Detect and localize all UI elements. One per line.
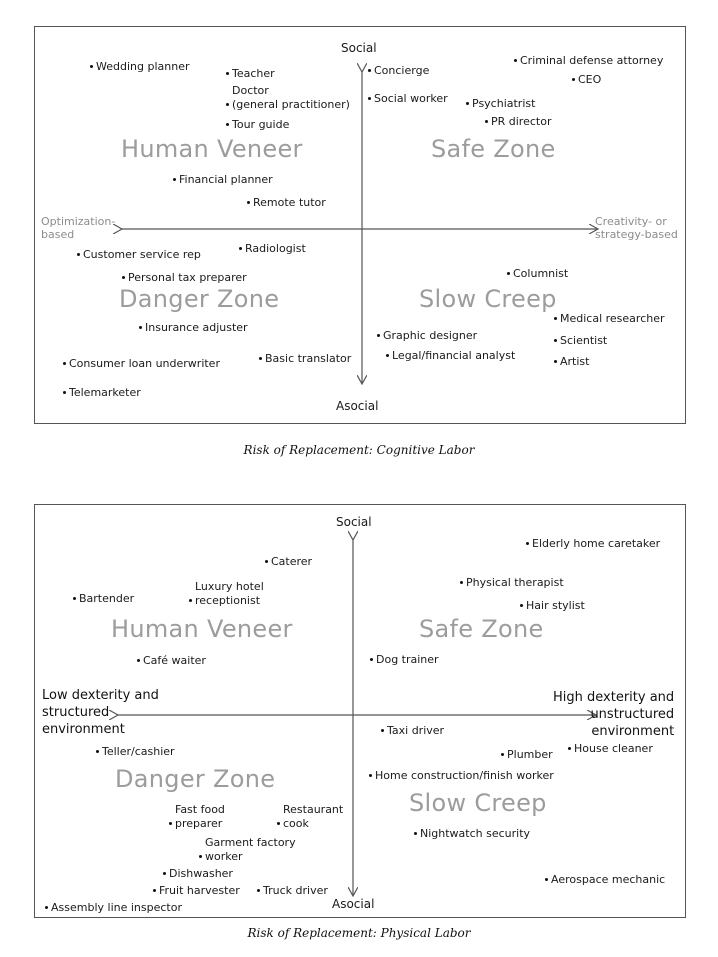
cognitive-axis-right-label: Creativity- or strategy-based bbox=[595, 215, 678, 241]
bullet-dot bbox=[572, 78, 575, 81]
bullet-dot bbox=[526, 542, 529, 545]
cognitive-item: Customer service rep bbox=[77, 248, 201, 262]
physical-item: Nightwatch security bbox=[414, 827, 530, 841]
bullet-dot bbox=[265, 560, 268, 563]
cognitive-item: Social worker bbox=[368, 92, 448, 106]
cognitive-item: Scientist bbox=[554, 334, 607, 348]
cognitive-item: Graphic designer bbox=[377, 329, 477, 343]
cognitive-item: Columnist bbox=[507, 267, 568, 281]
physical-item: Taxi driver bbox=[381, 724, 444, 738]
cognitive-item: Tour guide bbox=[226, 118, 289, 132]
cognitive-item: Medical researcher bbox=[554, 312, 665, 326]
physical-caption: Risk of Replacement: Physical Labor bbox=[247, 926, 471, 940]
physical-zone-slow-creep: Slow Creep bbox=[409, 789, 547, 817]
bullet-dot bbox=[169, 822, 172, 825]
physical-item: Elderly home caretaker bbox=[526, 537, 660, 551]
cognitive-item: Remote tutor bbox=[247, 196, 326, 210]
physical-item: Teller/cashier bbox=[96, 745, 175, 759]
bullet-dot bbox=[63, 362, 66, 365]
physical-item: Garment factory worker bbox=[199, 836, 296, 864]
physical-item: Plumber bbox=[501, 748, 553, 762]
bullet-dot bbox=[369, 774, 372, 777]
bullet-dot bbox=[545, 878, 548, 881]
bullet-dot bbox=[247, 201, 250, 204]
bullet-dot bbox=[163, 872, 166, 875]
physical-item: Physical therapist bbox=[460, 576, 564, 590]
physical-item: Aerospace mechanic bbox=[545, 873, 665, 887]
bullet-dot bbox=[226, 72, 229, 75]
physical-zone-human-veneer: Human Veneer bbox=[111, 615, 293, 643]
bullet-dot bbox=[96, 750, 99, 753]
bullet-dot bbox=[514, 59, 517, 62]
cognitive-item: Radiologist bbox=[239, 242, 306, 256]
bullet-dot bbox=[370, 658, 373, 661]
cognitive-item: Telemarketer bbox=[63, 386, 141, 400]
physical-zone-danger-zone: Danger Zone bbox=[115, 765, 276, 793]
cognitive-labor-panel bbox=[34, 26, 686, 424]
bullet-dot bbox=[239, 247, 242, 250]
physical-item: Caterer bbox=[265, 555, 312, 569]
physical-item: Hair stylist bbox=[520, 599, 585, 613]
cognitive-item: Legal/financial analyst bbox=[386, 349, 515, 363]
bullet-dot bbox=[153, 889, 156, 892]
physical-item: Dog trainer bbox=[370, 653, 439, 667]
physical-item: Bartender bbox=[73, 592, 134, 606]
physical-item: Dishwasher bbox=[163, 867, 233, 881]
physical-item: Assembly line inspector bbox=[45, 901, 182, 915]
cognitive-item: Psychiatrist bbox=[466, 97, 535, 111]
physical-item: House cleaner bbox=[568, 742, 653, 756]
cognitive-caption: Risk of Replacement: Cognitive Labor bbox=[243, 443, 475, 457]
cognitive-zone-danger-zone: Danger Zone bbox=[119, 285, 280, 313]
cognitive-item: Doctor (general practitioner) bbox=[226, 84, 350, 112]
cognitive-axis-left-label: Optimization- based bbox=[41, 215, 116, 241]
bullet-dot bbox=[381, 729, 384, 732]
bullet-dot bbox=[377, 334, 380, 337]
bullet-dot bbox=[520, 604, 523, 607]
bullet-dot bbox=[45, 906, 48, 909]
cognitive-item: Financial planner bbox=[173, 173, 273, 187]
physical-axis-right-label: High dexterity and unstructured environment bbox=[553, 690, 675, 739]
bullet-dot bbox=[189, 599, 192, 602]
cognitive-item: Wedding planner bbox=[90, 60, 189, 74]
physical-axis-bottom-label: Asocial bbox=[332, 897, 375, 911]
physical-labor-panel bbox=[34, 504, 686, 918]
physical-item: Fast food preparer bbox=[169, 803, 225, 831]
bullet-dot bbox=[257, 889, 260, 892]
cognitive-zone-human-veneer: Human Veneer bbox=[121, 135, 303, 163]
physical-item: Café waiter bbox=[137, 654, 206, 668]
bullet-dot bbox=[466, 102, 469, 105]
cognitive-item: PR director bbox=[485, 115, 551, 129]
cognitive-axis-top-label: Social bbox=[341, 41, 377, 55]
physical-item: Fruit harvester bbox=[153, 884, 240, 898]
cognitive-item: Criminal defense attorney bbox=[514, 54, 663, 68]
bullet-dot bbox=[485, 120, 488, 123]
bullet-dot bbox=[460, 581, 463, 584]
physical-axis-top-label: Social bbox=[336, 515, 372, 529]
bullet-dot bbox=[139, 326, 142, 329]
bullet-dot bbox=[568, 747, 571, 750]
cognitive-item: Teacher bbox=[226, 67, 275, 81]
bullet-dot bbox=[368, 69, 371, 72]
bullet-dot bbox=[122, 276, 125, 279]
physical-item: Home construction/finish worker bbox=[369, 769, 554, 783]
physical-item: Restaurant cook bbox=[277, 803, 343, 831]
physical-zone-safe-zone: Safe Zone bbox=[419, 615, 544, 643]
bullet-dot bbox=[73, 597, 76, 600]
bullet-dot bbox=[173, 178, 176, 181]
bullet-dot bbox=[63, 391, 66, 394]
bullet-dot bbox=[199, 855, 202, 858]
bullet-dot bbox=[501, 753, 504, 756]
bullet-dot bbox=[77, 253, 80, 256]
physical-axis-left-label: Low dexterity and structured environment bbox=[42, 688, 159, 737]
bullet-dot bbox=[368, 97, 371, 100]
bullet-dot bbox=[226, 103, 229, 106]
cognitive-item: Basic translator bbox=[259, 352, 351, 366]
cognitive-zone-safe-zone: Safe Zone bbox=[431, 135, 556, 163]
bullet-dot bbox=[259, 357, 262, 360]
cognitive-zone-slow-creep: Slow Creep bbox=[419, 285, 557, 313]
bullet-dot bbox=[414, 832, 417, 835]
bullet-dot bbox=[386, 354, 389, 357]
cognitive-item: Artist bbox=[554, 355, 589, 369]
physical-item: Luxury hotel receptionist bbox=[189, 580, 264, 608]
cognitive-item: Insurance adjuster bbox=[139, 321, 248, 335]
cognitive-item: Concierge bbox=[368, 64, 429, 78]
bullet-dot bbox=[554, 317, 557, 320]
bullet-dot bbox=[507, 272, 510, 275]
cognitive-item: Consumer loan underwriter bbox=[63, 357, 220, 371]
bullet-dot bbox=[554, 339, 557, 342]
physical-item: Truck driver bbox=[257, 884, 328, 898]
cognitive-axis-bottom-label: Asocial bbox=[336, 399, 379, 413]
bullet-dot bbox=[277, 822, 280, 825]
bullet-dot bbox=[226, 123, 229, 126]
bullet-dot bbox=[90, 65, 93, 68]
bullet-dot bbox=[137, 659, 140, 662]
bullet-dot bbox=[554, 360, 557, 363]
cognitive-item: Personal tax preparer bbox=[122, 271, 247, 285]
cognitive-item: CEO bbox=[572, 73, 601, 87]
